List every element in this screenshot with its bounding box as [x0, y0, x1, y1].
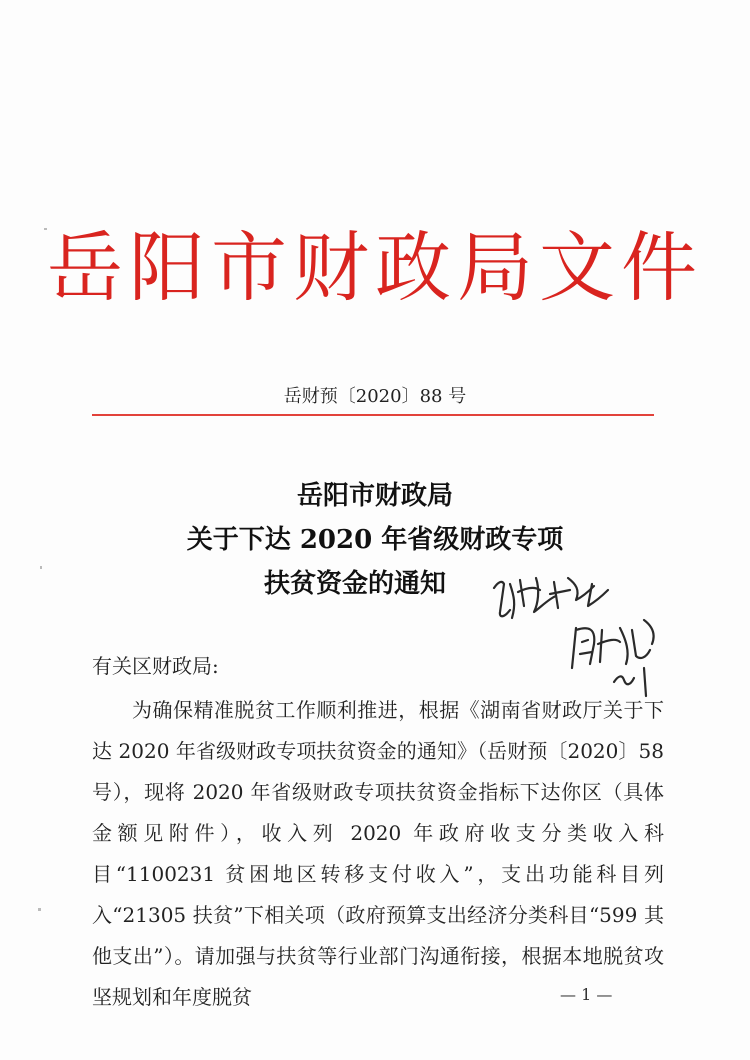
red-divider-rule — [92, 414, 654, 416]
masthead-title: 岳阳市财政局文件 — [47, 223, 703, 312]
title-line-3: 扶贫资金的通知 — [263, 569, 446, 599]
scan-speck — [38, 908, 41, 911]
document-number: 岳财预〔2020〕88 号 — [283, 386, 467, 407]
handwritten-signature — [480, 560, 690, 700]
salutation-line: 有关区财政局: — [92, 654, 219, 678]
page-number: — 1 — — [560, 985, 613, 1004]
title-line-2: 关于下达 2020 年省级财政专项 — [186, 525, 564, 555]
body-paragraph: 为确保精准脱贫工作顺利推进，根据《湖南省财政厅关于下达 2020 年省级财政专项扶贫资金的通知》（岳财预〔2020〕58 号），现将 2020 年省级财政专项扶贫资金指标下达你区（具体金额见附件），收入列 2020 年政府收支分类收入科目“1100231 贫困地区转移支付收入”，支出功能科目列入“21305 扶贫”下相关项（政府预算支出经济分类科目“599 其他支出”）。请加强与扶贫等行业部门沟通衔接，根据本地脱贫攻坚规划和年度脱贫 — [92, 698, 664, 1009]
title-line-1: 岳阳市财政局 — [296, 481, 453, 511]
